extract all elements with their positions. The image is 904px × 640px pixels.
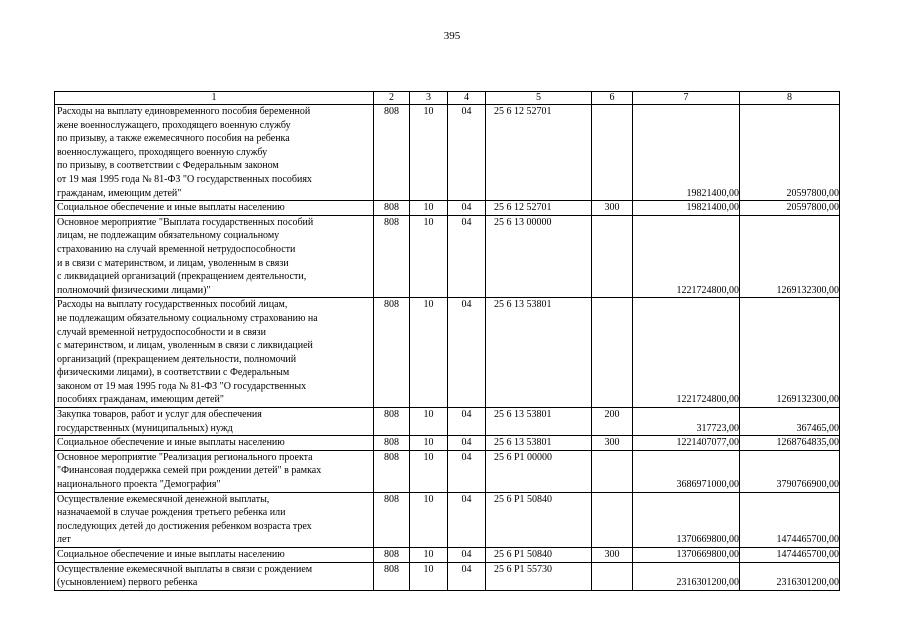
ministry-code-cell: 808 (374, 548, 410, 563)
target-article-code-cell: 25 6 Р1 00000 (486, 450, 592, 492)
ministry-code-cell: 808 (374, 408, 410, 436)
section-code-cell: 10 (410, 436, 448, 451)
subsection-code-cell: 04 (448, 436, 486, 451)
table-row (55, 408, 840, 436)
expense-type-code-cell (592, 215, 633, 298)
amount-year1-cell: 2316301200,00 (633, 562, 740, 590)
section-code-cell: 10 (410, 492, 448, 547)
expense-type-code-cell (592, 492, 633, 547)
amount-year2-cell: 1268764835,00 (740, 436, 840, 451)
target-article-code-cell: 25 6 13 53801 (486, 436, 592, 451)
subsection-code-cell: 04 (448, 408, 486, 436)
column-header: 5 (486, 92, 592, 105)
page-number: 395 (443, 30, 461, 42)
table-row (55, 436, 840, 451)
item-name-cell: Расходы на выплату государственных пособий лицам, не подлежащим обязательному социальному страхованию на случай временной нетрудоспособности и в связи с материнством, и лицам, уволенным в связи с ликвидацией организаций (прекращением деятельности, полномочий физическими лицами), в соответствии с Федеральным законом от 19 мая 1995 года № 81-ФЗ "О государственных пособиях гражданам, имеющим детей" (55, 298, 374, 408)
budget-table (54, 91, 840, 591)
section-code-cell: 10 (410, 562, 448, 590)
column-header: 2 (374, 92, 410, 105)
subsection-code-cell: 04 (448, 215, 486, 298)
item-name-cell: Закупка товаров, работ и услуг для обеспечения государственных (муниципальных) нужд (55, 408, 374, 436)
subsection-code-cell: 04 (448, 548, 486, 563)
item-name-cell: Расходы на выплату единовременного пособия беременной жене военнослужащего, проходящего военную службу по призыву, а также ежемесячного пособия на ребенка военнослужащего, проходящего военную службу по призыву, в соответствии с Федеральным законом от 19 мая 1995 года № 81-ФЗ "О государственных пособиях гражданам, имеющим детей" (55, 105, 374, 201)
ministry-code-cell: 808 (374, 450, 410, 492)
amount-year1-cell: 1221724800,00 (633, 298, 740, 408)
ministry-code-cell: 808 (374, 492, 410, 547)
column-number-row (55, 92, 840, 105)
ministry-code-cell: 808 (374, 436, 410, 451)
column-header: 6 (592, 92, 633, 105)
subsection-code-cell: 04 (448, 450, 486, 492)
subsection-code-cell: 04 (448, 492, 486, 547)
amount-year2-cell: 367465,00 (740, 408, 840, 436)
column-header: 3 (410, 92, 448, 105)
expense-type-code-cell (592, 105, 633, 201)
target-article-code-cell: 25 6 13 00000 (486, 215, 592, 298)
ministry-code-cell: 808 (374, 298, 410, 408)
item-name-cell: Социальное обеспечение и иные выплаты населению (55, 201, 374, 216)
table-row (55, 548, 840, 563)
target-article-code-cell: 25 6 13 53801 (486, 408, 592, 436)
section-code-cell: 10 (410, 548, 448, 563)
item-name-cell: Основное мероприятие "Выплата государственных пособий лицам, не подлежащим обязательному социальному страхованию на случай временной нетрудоспособности и в связи с материнством, и лицам, уволенным в связи с ликвидацией организаций (прекращением деятельности, полномочий физическими лицами)" (55, 215, 374, 298)
table-row (55, 215, 840, 298)
expense-type-code-cell: 300 (592, 201, 633, 216)
section-code-cell: 10 (410, 298, 448, 408)
amount-year2-cell: 2316301200,00 (740, 562, 840, 590)
amount-year1-cell: 1370669800,00 (633, 492, 740, 547)
target-article-code-cell: 25 6 13 53801 (486, 298, 592, 408)
expense-type-code-cell (592, 298, 633, 408)
target-article-code-cell: 25 6 12 52701 (486, 201, 592, 216)
item-name-cell: Осуществление ежемесячной выплаты в связи с рождением (усыновлением) первого ребенка (55, 562, 374, 590)
expense-type-code-cell: 300 (592, 548, 633, 563)
amount-year2-cell: 1474465700,00 (740, 548, 840, 563)
amount-year1-cell: 1370669800,00 (633, 548, 740, 563)
target-article-code-cell: 25 6 Р1 50840 (486, 548, 592, 563)
table-row (55, 562, 840, 590)
section-code-cell: 10 (410, 215, 448, 298)
amount-year1-cell: 1221724800,00 (633, 215, 740, 298)
column-header: 1 (55, 92, 374, 105)
ministry-code-cell: 808 (374, 105, 410, 201)
amount-year2-cell: 1269132300,00 (740, 215, 840, 298)
table-row (55, 201, 840, 216)
amount-year2-cell: 3790766900,00 (740, 450, 840, 492)
subsection-code-cell: 04 (448, 298, 486, 408)
ministry-code-cell: 808 (374, 215, 410, 298)
item-name-cell: Социальное обеспечение и иные выплаты населению (55, 548, 374, 563)
amount-year2-cell: 1269132300,00 (740, 298, 840, 408)
column-header: 8 (740, 92, 840, 105)
amount-year1-cell: 1221407077,00 (633, 436, 740, 451)
amount-year2-cell: 20597800,00 (740, 201, 840, 216)
expense-type-code-cell (592, 450, 633, 492)
target-article-code-cell: 25 6 12 52701 (486, 105, 592, 201)
amount-year1-cell: 3686971000,00 (633, 450, 740, 492)
item-name-cell: Осуществление ежемесячной денежной выплаты, назначаемой в случае рождения третьего ребенка или последующих детей до достижения ребенком возраста трех лет (55, 492, 374, 547)
amount-year1-cell: 19821400,00 (633, 201, 740, 216)
table-row (55, 298, 840, 408)
ministry-code-cell: 808 (374, 201, 410, 216)
item-name-cell: Социальное обеспечение и иные выплаты населению (55, 436, 374, 451)
column-header: 7 (633, 92, 740, 105)
column-header: 4 (448, 92, 486, 105)
target-article-code-cell: 25 6 Р1 55730 (486, 562, 592, 590)
amount-year1-cell: 317723,00 (633, 408, 740, 436)
section-code-cell: 10 (410, 408, 448, 436)
section-code-cell: 10 (410, 201, 448, 216)
subsection-code-cell: 04 (448, 201, 486, 216)
table-row (55, 492, 840, 547)
ministry-code-cell: 808 (374, 562, 410, 590)
amount-year2-cell: 1474465700,00 (740, 492, 840, 547)
section-code-cell: 10 (410, 450, 448, 492)
subsection-code-cell: 04 (448, 562, 486, 590)
subsection-code-cell: 04 (448, 105, 486, 201)
amount-year1-cell: 19821400,00 (633, 105, 740, 201)
expense-type-code-cell (592, 562, 633, 590)
expense-type-code-cell: 300 (592, 436, 633, 451)
item-name-cell: Основное мероприятие "Реализация регионального проекта "Финансовая поддержка семей при рождении детей" в рамках национального проекта "Демография" (55, 450, 374, 492)
expense-type-code-cell: 200 (592, 408, 633, 436)
table-row (55, 450, 840, 492)
section-code-cell: 10 (410, 105, 448, 201)
target-article-code-cell: 25 6 Р1 50840 (486, 492, 592, 547)
amount-year2-cell: 20597800,00 (740, 105, 840, 201)
table-row (55, 105, 840, 201)
